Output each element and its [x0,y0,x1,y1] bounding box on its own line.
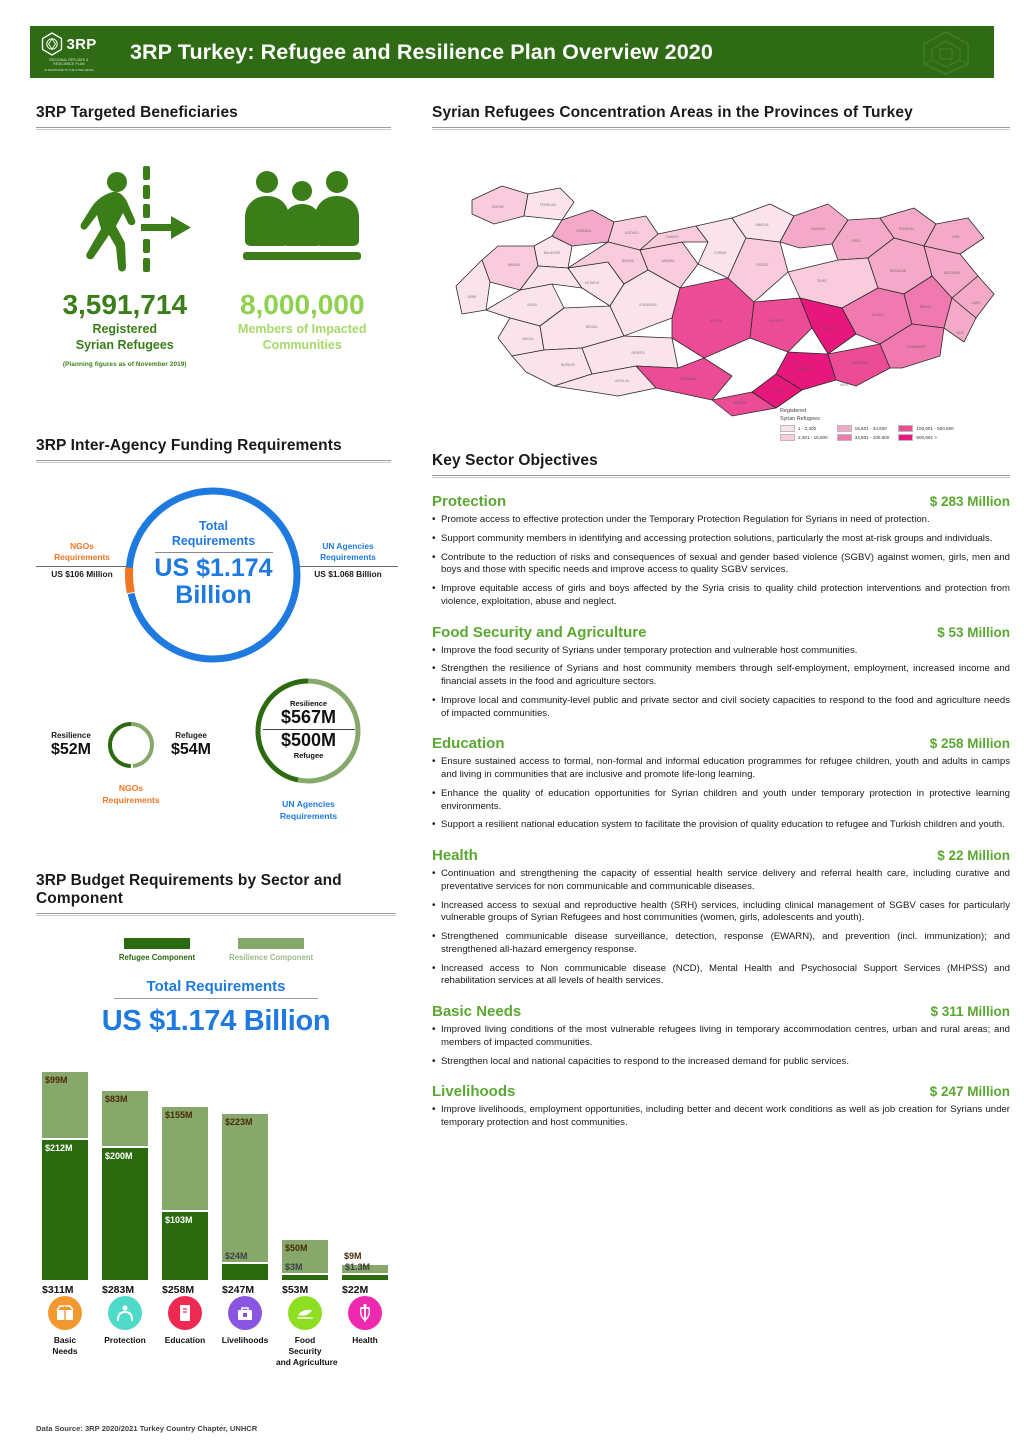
objective-bullet: • Support a resilient national education system to facilitate the provision of quality education to refugee and Turkish children and youth. [432,819,1010,832]
beneficiary-card-refugees [36,164,214,368]
stacked-bar-chart [36,1054,396,1296]
objective-sector-name: Education [432,735,505,753]
svg-text:ORDU: ORDU [851,239,861,243]
un-amount: US $1.068 Billion [314,568,382,579]
un-split-group [226,673,391,822]
ngo-caption-line1: NGOs [70,541,94,551]
ngo-refugee-key: Refugee [175,731,207,740]
bar-segment-refugee [282,1262,328,1280]
bar-stack [162,1107,208,1280]
objective-sector-amount: $ 22 Million [937,848,1010,863]
bar-value-refugee: $212M [45,1142,73,1153]
funding-title: 3RP Inter-Agency Funding Requirements [36,437,342,454]
protection-icon [108,1296,142,1330]
basic-needs-icon [48,1296,82,1330]
svg-text:BALIKESIR: BALIKESIR [543,251,561,255]
objective-bullet: • Improved living conditions of the most vulnerable refugees living in temporary accommodation centres, urban and rural areas; and members of impacted communities. [432,1024,1010,1050]
ngo-resilience-label [39,731,103,759]
bar-stack [282,1240,328,1280]
label-underline [298,566,398,567]
ngo-resilience-value: $52M [50,740,92,758]
ngo-split-group [36,717,226,806]
bar-total-label: $258M [162,1284,195,1296]
un-refugee-key: Refugee [293,750,324,760]
ngo-caption-line2: Requirements [54,552,110,563]
bar-value-resilience: $50M [285,1242,308,1253]
food-security-icon [288,1296,322,1330]
bar-column [282,1240,328,1296]
total-value-line2: Billion [175,581,252,609]
legend-title-line2: Syrian Refugees [780,416,820,423]
svg-text:BILECIK: BILECIK [621,259,635,263]
objective-bullet: • Improve livelihoods, employment opportunities, including better and decent work conditions as well as job creation for Syrians under temporary protection and host communities. [432,1104,1010,1130]
page-header [30,26,994,78]
legend-item [780,434,828,441]
svg-text:ANKARA: ANKARA [661,259,675,263]
budget-total-caption-wrap [36,978,396,999]
objective-bullet: • Support community members in identifying and accessing protection solutions, particularly the most at-risk groups and individuals. [432,533,1010,546]
svg-text:YOZGAT: YOZGAT [755,263,769,267]
svg-text:MUS: MUS [956,331,964,335]
budget-title-line1: 3RP Budget Requirements by Sector and [36,872,342,889]
budget-title [36,872,396,908]
bar-stack [222,1114,268,1280]
svg-text:ADIYAMAN: ADIYAMAN [851,361,869,365]
objective-bullet-list [432,756,1010,832]
sector-education[interactable] [156,1296,214,1346]
un-caption-line2: Requirements [320,552,376,563]
objective-sector [432,1083,1010,1130]
logo-3rp [30,26,108,78]
bar-column [222,1114,268,1296]
objective-bullet: • Ensure sustained access to formal, non-formal and informal education programmes for refugee children, youth and adults in camps and living in communities that are inclusive and promote life-long learning. [432,756,1010,782]
svg-text:KONYA: KONYA [710,319,722,323]
legend-swatch [780,425,795,432]
education-icon [168,1296,202,1330]
svg-text:BURDUR: BURDUR [561,363,575,367]
un-resilience-value: $567M [280,707,337,727]
objective-sector [432,493,1010,609]
legend-column [780,425,828,441]
bar-total-label: $53M [282,1284,309,1296]
beneficiaries-title: 3RP Targeted Beneficiaries [36,104,238,121]
svg-text:RIZE: RIZE [952,235,960,239]
svg-text:MUGLA: MUGLA [522,337,534,341]
legend-item [898,425,953,432]
section-divider [36,460,391,463]
objective-bullet: • Increased access to Non communicable disease (NCD), Mental Health and Psychosocial Support Services (MHPSS) and rehabilitation services at all levels of health services. [432,963,1010,989]
legend-label: 1 - 2,300 [798,426,817,432]
objective-bullet-list [432,868,1010,988]
communities-label [214,322,392,353]
legend-title-line1: Registered [780,408,807,414]
sector-label: Education [164,1335,206,1345]
svg-text:ERZINCAN: ERZINCAN [889,269,907,273]
objective-header [432,1083,1010,1100]
legend-swatch [780,434,795,441]
svg-text:ESKISEHIR: ESKISEHIR [639,303,657,307]
objective-bullet-list [432,1104,1010,1130]
bar-total-label: $22M [342,1284,369,1296]
budget-total-caption: Total Requirements [146,978,286,995]
svg-text:ANTALYA: ANTALYA [615,379,629,383]
svg-text:ELAZIG: ELAZIG [872,313,884,317]
section-divider [432,475,1010,478]
objectives-title: Key Sector Objectives [432,452,598,469]
objective-sector [432,624,1010,721]
svg-text:HATAY: HATAY [775,389,785,393]
svg-text:KARAMAN: KARAMAN [680,377,696,381]
objective-bullet-list [432,645,1010,721]
total-caption-line1: Total [199,519,228,533]
bar-value-resilience: $83M [105,1093,128,1104]
svg-text:AYDIN: AYDIN [527,303,537,307]
svg-text:KUTAHYA: KUTAHYA [584,281,600,285]
data-source-footer: Data Source: 3RP 2020/2021 Turkey Country Chapter, UNHCR [36,1424,258,1433]
bar-segment-resilience [162,1107,208,1210]
svg-text:IZMIR: IZMIR [467,295,477,299]
sector-basic-needs[interactable] [36,1296,94,1357]
health-icon [348,1296,382,1330]
legend-item [837,425,890,432]
legend-label: 500,601 > [916,435,937,441]
ngo-refugee-label [159,731,223,759]
svg-text:AMASYA: AMASYA [755,223,769,227]
bar-stack [102,1091,148,1280]
sector-protection[interactable] [96,1296,154,1346]
refugees-footnote: (Planning figures as of November 2019) [62,360,187,368]
svg-text:KAYSERI: KAYSERI [769,319,783,323]
bar-segment-refugee [162,1212,208,1280]
sector-label: Health [352,1335,378,1345]
svg-text:BINGOL: BINGOL [919,305,933,309]
svg-text:TRABZON: TRABZON [898,227,914,231]
objective-header [432,735,1010,752]
legend-item [837,434,890,441]
objective-bullet: • Improve the food security of Syrians under temporary protection and vulnerable host communities. [432,645,1010,658]
communities-count: 8,000,000 [239,289,365,320]
total-funding-donut [36,479,391,679]
bar-value-refugee: $24M [225,1251,248,1262]
sector-label: Food Security and Agriculture [276,1335,338,1367]
objective-header [432,1003,1010,1020]
bar-column [102,1091,148,1296]
svg-text:KARS: KARS [971,301,981,305]
section-divider [432,127,1010,130]
legend-swatch [898,425,913,432]
bar-total-label: $283M [102,1284,135,1296]
hexagon-logo-icon [41,32,63,56]
legend-column [898,425,953,441]
legend-swatch-resilience [238,938,304,949]
label-underline [155,552,273,553]
logo-subtitle: REGIONAL REFUGEE & RESILIENCE PLAN [49,58,89,66]
svg-text:MANISA: MANISA [507,263,521,267]
objective-sector-amount: $ 311 Million [930,1004,1010,1019]
bar-column [342,1251,388,1296]
bar-value-refugee: $200M [105,1150,133,1161]
objective-bullet: • Contribute to the reduction of risks and consequences of sexual and gender based violence (SGBV) against women, girls, men and boys and those with specific needs and improve access to quality SGBV services. [432,552,1010,578]
un-group-caption-line2: Requirements [279,810,338,821]
bar-value-resilience: $223M [225,1117,253,1128]
logo-tagline: IN RESPONSE TO THE SYRIA CRISIS [44,68,94,72]
watermark-hexagon-icon [916,30,976,81]
legend-classes [780,425,954,441]
objective-bullet: • Improve equitable access of girls and boys affected by the Syria crisis to quality child protection interventions and protection from violence, exploitation, abuse and neglect. [432,583,1010,609]
livelihoods-icon [228,1296,262,1330]
svg-text:ERZURUM: ERZURUM [944,271,960,275]
refugees-label-line1: Registered [92,322,158,337]
community-group-icon [214,164,392,274]
bar-column [42,1072,88,1296]
ngo-amount: US $106 Million [51,568,113,579]
legend-label: 100,601 - 500,600 [916,426,954,432]
funding-requirements-section [36,437,391,863]
sector-label: Livelihoods [221,1335,269,1345]
legend-item-resilience [229,938,313,962]
sector-health[interactable] [336,1296,394,1346]
chart-legend [36,938,396,962]
ngo-group-caption [36,783,226,806]
bar-total-label: $311M [42,1284,74,1296]
objective-sector [432,735,1010,832]
svg-text:DIYARBAKIR: DIYARBAKIR [906,345,926,349]
legend-label: 16,601 - 34,600 [854,426,887,432]
objective-bullet-list [432,1024,1010,1068]
legend-swatch [837,434,852,441]
bar-segment-refugee [342,1262,388,1280]
label-underline [36,566,128,567]
turkey-map [432,142,1010,441]
objective-bullet: • Strengthen local and national capacities to respond to the increased demand for public services. [432,1056,1010,1069]
bar-value-resilience: $155M [165,1110,193,1121]
legend-label-resilience: Resilience Component [229,953,314,962]
bar-value-refugee: $1.3M [345,1262,371,1272]
turkey-map-svg [432,142,1010,430]
legend-swatch-refugee [124,938,190,949]
objective-sector-amount: $ 53 Million [937,624,1010,640]
svg-text:URFA: URFA [839,383,849,387]
label-underline [114,998,318,999]
objective-bullet: • Strengthen the resilience of Syrians and host community members through self-employment, employment, increased income and financial assets in the food and agriculture sectors. [432,663,1010,689]
objective-bullet-list [432,514,1010,609]
total-value-line1: US $1.174 [154,554,273,582]
right-column [432,104,1010,1136]
bar-total-label: $247M [222,1284,255,1296]
legend-item-refugee [119,938,195,962]
legend-label-refugee: Refugee Component [118,953,196,962]
objective-sector-amount: $ 247 Million [929,1084,1010,1100]
communities-label-line2: Communities [262,338,342,353]
bar-stack [42,1072,88,1280]
beneficiaries-section [36,104,391,368]
refugees-label-line2: Syrian Refugees [75,338,174,353]
sector-label: Protection [104,1335,146,1345]
legend-item [780,425,828,432]
legend-title [780,407,954,423]
objective-sector-name: Protection [432,493,507,510]
bar-segment-refugee [102,1148,148,1280]
objectives-list [432,493,1010,1130]
svg-text:SAMSUN: SAMSUN [811,227,825,231]
un-group-caption-line1: UN Agencies [282,799,335,809]
total-caption-line2: Requirements [171,534,256,548]
logo-wordmark: 3RP [66,35,97,53]
objective-sector-amount: $ 258 Million [929,736,1010,752]
objective-bullet: • Strengthened communicable disease surveillance, detection, response (EWARN), and prevention (incl. immunization); and strengthened all-hazard emergency response. [432,931,1010,957]
budget-section [36,872,396,1400]
page-title: 3RP Turkey: Refugee and Resilience Plan Overview 2020 [130,39,713,64]
legend-swatch [837,425,852,432]
objective-sector-name: Food Security and Agriculture [432,623,647,641]
un-requirements-label [298,541,398,579]
un-resilience-key: Resilience [289,699,328,708]
svg-text:SIVAS: SIVAS [817,279,827,283]
bar-value-refugee: $103M [165,1214,193,1225]
map-legend [780,407,954,441]
bar-segment-resilience [42,1072,88,1138]
objective-header [432,624,1010,641]
ngo-refugee-value: $54M [170,740,212,758]
svg-text:ADANA: ADANA [798,367,810,371]
section-divider [36,127,391,130]
svg-text:CORUM: CORUM [713,251,727,255]
bar-segment-refugee [42,1140,88,1280]
objective-bullet: • Enhance the quality of education opportunities for Syrian children and youth under temporary protection in protective learning environments. [432,788,1010,814]
un-group-caption [226,799,391,822]
legend-swatch [898,434,913,441]
objective-bullet: • Continuation and strengthening the capacity of essential health service delivery and referral health care, including curative and preventative services for non communicable and communicable diseases. [432,868,1010,894]
bar-stack [342,1251,388,1280]
ngo-donut-chart [103,717,159,773]
bar-segment-resilience [222,1114,268,1262]
objective-header [432,847,1010,864]
beneficiary-card-communities [214,164,392,368]
bar-segment-refugee [222,1251,268,1280]
bar-value-resilience: $9M [344,1251,362,1261]
bar-column [162,1107,208,1296]
section-divider [36,913,396,916]
sector-label: Basic Needs [52,1335,78,1356]
communities-label-line1: Members of Impacted [237,322,367,337]
objective-header [432,493,1010,510]
svg-text:MERSIN: MERSIN [733,401,747,405]
legend-label: 2,301 - 16,600 [798,435,828,441]
budget-title-line2: Component [36,890,123,907]
objectives-section [432,452,1010,1130]
ngo-group-caption-line1: NGOs [118,783,144,793]
un-refugee-value: $500M [280,729,337,750]
svg-text:DENIZLI: DENIZLI [585,325,599,329]
legend-label: 34,601 - 100,600 [854,435,890,441]
objective-sector-amount: $ 283 Million [929,494,1010,509]
ngo-group-caption-line2: Requirements [102,794,160,805]
svg-text:ISPARTA: ISPARTA [631,351,645,355]
funding-split-donuts [36,683,391,863]
refugees-count: 3,591,714 [62,289,188,320]
svg-text:EDIRNE: EDIRNE [491,205,505,209]
refugees-label [36,322,214,353]
budget-total-value: US $1.174 Billion [101,1005,331,1037]
svg-text:TEKIRDAG: TEKIRDAG [539,203,557,207]
svg-text:ISTANBUL: ISTANBUL [576,229,592,233]
objective-bullet: • Promote access to effective protection under the Temporary Protection Regulation for Syrians in need of protection. [432,514,1010,527]
bar-value-resilience: $99M [45,1075,68,1086]
svg-text:CANKIRI: CANKIRI [665,235,679,239]
sector-icon-row [36,1296,396,1400]
objective-sector-name: Livelihoods [432,1083,516,1101]
sector-livelihoods[interactable] [216,1296,274,1346]
objective-sector [432,847,1010,988]
map-title: Syrian Refugees Concentration Areas in the Provinces of Turkey [432,104,913,121]
un-donut-center-label [226,699,391,760]
objective-sector-name: Health [432,847,478,864]
objective-sector-name: Basic Needs [432,1003,522,1020]
objective-bullet: • Increased access to sexual and reproductive health (SRH) services, including clinical management of SGBV cases for particularly vulnerable groups of Syrian Refugees and host communities (women, girls, adolescents and youth). [432,900,1010,926]
un-caption-line1: UN Agencies [322,541,374,551]
objective-bullet: • Improve local and community-level public and private sector and civil society capacities to respond to the food and agriculture needs of impacted communities. [432,695,1010,721]
refugee-walking-icon [36,164,214,274]
objective-sector [432,1003,1010,1068]
bar-value-refugee: $3M [285,1262,303,1272]
legend-item [898,434,953,441]
bar-segment-resilience [102,1091,148,1146]
legend-column [837,425,890,441]
ngo-requirements-label [36,541,128,579]
ngo-resilience-key: Resilience [51,731,91,740]
svg-text:KOCAELI: KOCAELI [625,231,639,235]
svg-text:MALATYA: MALATYA [822,327,838,331]
sector-food-security[interactable] [276,1296,338,1367]
